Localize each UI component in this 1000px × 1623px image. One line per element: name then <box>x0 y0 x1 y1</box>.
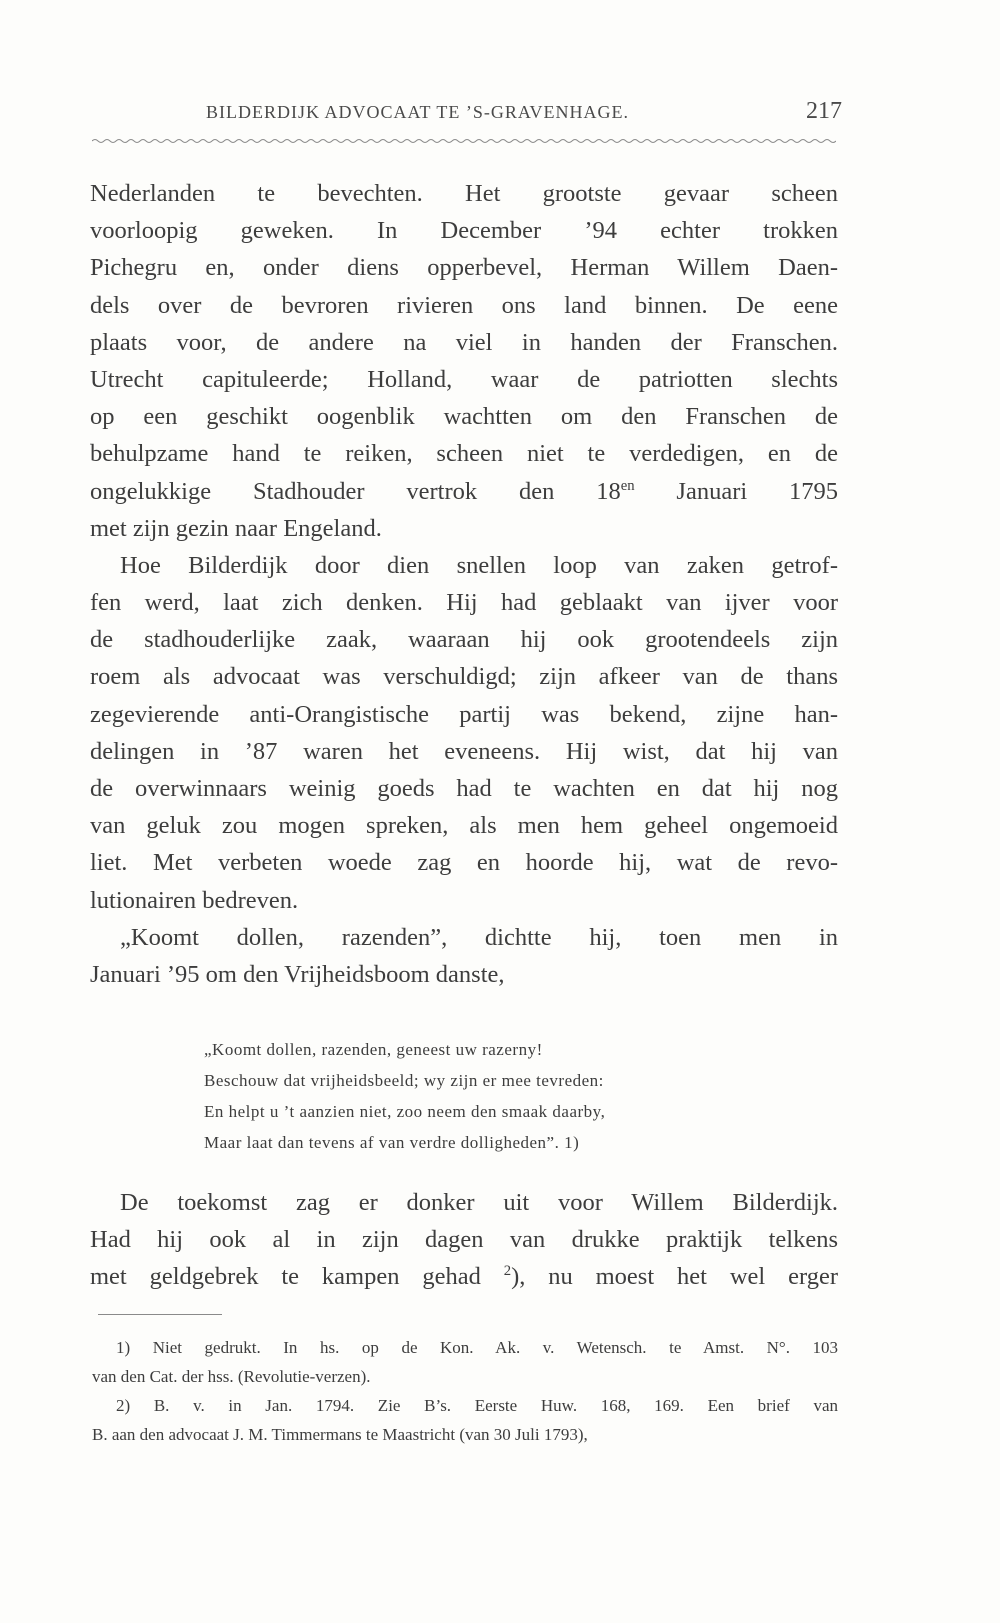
closing-paragraph <box>90 1184 838 1296</box>
text-line: behulpzame hand te reiken, scheen niet te verdedigen, en de <box>90 440 838 468</box>
text-line: „Koomt dollen, razenden”, dichtte hij, toen men in <box>120 923 838 951</box>
footnote-line: 2) B. v. in Jan. 1794. Zie B’s. Eerste Huw. 168, 169. Een brief van <box>116 1396 838 1415</box>
poem-line: En helpt u ’t aanzien niet, zoo neem den smaak daarby, <box>204 1102 606 1121</box>
quoted-poem <box>204 1034 804 1158</box>
footnotes <box>92 1333 838 1449</box>
text-fragment: Januari 1795 <box>634 477 839 505</box>
text-line: voorloopig geweken. In December ’94 echter trokken <box>90 217 838 245</box>
text-line: dels over de bevroren rivieren ons land binnen. De eene <box>90 291 838 319</box>
page-header <box>206 98 842 128</box>
footnote-ref: 2 <box>503 1263 512 1280</box>
text-fragment: ongelukkige Stadhouder vertrok den 18 <box>90 477 621 505</box>
text-line: Had hij ook al in zijn dagen van drukke praktijk telkens <box>90 1226 838 1254</box>
footnote-line: van den Cat. der hss. (Revolutie-verzen). <box>92 1367 371 1386</box>
footnote-separator <box>98 1314 222 1315</box>
text-line: op een geschikt oogenblik wachtten om den Franschen de <box>90 403 838 431</box>
text-line: met zijn gezin naar Engeland. <box>90 514 382 542</box>
superscript: en <box>620 477 635 494</box>
text-line: lutionairen bedreven. <box>90 886 299 914</box>
text-line: Nederlanden te bevechten. Het grootste gevaar scheen <box>90 180 838 207</box>
text-line: Pichegru en, onder diens opperbevel, Herman Willem Daen- <box>90 254 838 282</box>
text-line: liet. Met verbeten woede zag en hoorde hij, wat de revo- <box>90 849 838 877</box>
text-line: Hoe Bilderdijk door dien snellen loop van zaken getrof- <box>120 551 838 579</box>
text-fragment: ), nu moest het wel erger <box>511 1263 838 1291</box>
text-line: Utrecht capituleerde; Holland, waar de patriotten slechts <box>90 365 838 393</box>
footnote-line: B. aan den advocaat J. M. Timmermans te Maastricht (van 30 Juli 1793), <box>92 1425 588 1444</box>
poem-line: „Koomt dollen, razenden, geneest uw razerny! <box>204 1040 543 1059</box>
poem-line: Beschouw dat vrijheidsbeeld; wy zijn er mee tevreden: <box>204 1071 604 1090</box>
text-line: zegevierende anti-Orangistische partij was bekend, zijne han- <box>90 700 838 728</box>
header-ornamental-rule <box>92 136 836 146</box>
text-line: fen werd, laat zich denken. Hij had geblaakt van ijver voor <box>90 589 838 617</box>
footnote-line: 1) Niet gedrukt. In hs. op de Kon. Ak. v. Wetensch. te Amst. N°. 103 <box>116 1338 838 1357</box>
page-number: 217 <box>806 98 842 124</box>
text-line <box>90 1258 838 1295</box>
text-line: van geluk zou mogen spreken, als men hem geheel ongemoeid <box>90 812 838 840</box>
text-line: delingen in ’87 waren het eveneens. Hij wist, dat hij van <box>90 737 838 765</box>
text-line: de stadhouderlijke zaak, waaraan hij ook grootendeels zijn <box>90 626 838 654</box>
text-line: Januari ’95 om den Vrijheidsboom danste, <box>90 960 505 988</box>
text-fragment: met geldgebrek te kampen gehad <box>90 1263 504 1291</box>
text-line: plaats voor, de andere na viel in handen der Franschen. <box>90 328 838 356</box>
text-line: De toekomst zag er donker uit voor Willem Bilderdijk. <box>120 1189 838 1216</box>
running-head: BILDERDIJK ADVOCAAT TE ’S-GRAVENHAGE. <box>206 102 630 122</box>
text-line <box>90 473 838 510</box>
text-line: roem als advocaat was verschuldigd; zijn afkeer van de thans <box>90 663 838 691</box>
main-text <box>90 175 838 993</box>
poem-line: Maar laat dan tevens af van verdre dolligheden”. 1) <box>204 1133 580 1152</box>
text-line: de overwinnaars weinig goeds had te wachten en dat hij nog <box>90 775 838 802</box>
